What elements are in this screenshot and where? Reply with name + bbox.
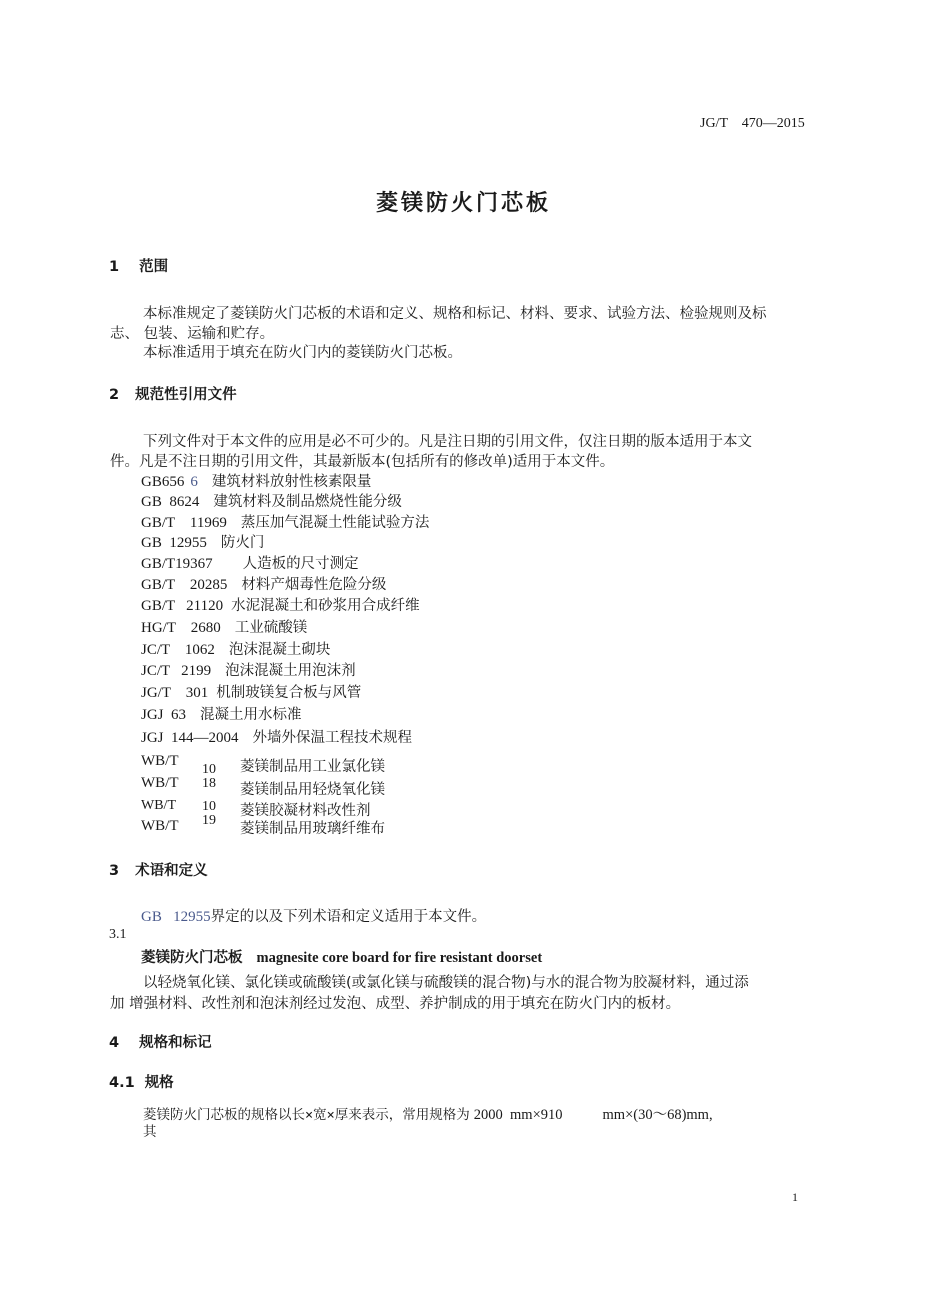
normative-intro-line-2: 件。凡是不注日期的引用文件，其最新版本(包括所有的修改单)适用于本文件。: [110, 454, 615, 470]
standard-number: JG/T 470—2015: [700, 116, 805, 131]
reference-item: [141, 726, 412, 747]
reference-item: [141, 511, 429, 532]
terms-intro-code: GB 12955: [141, 909, 211, 925]
reference-number: 10: [202, 799, 216, 814]
reference-name: 防火门: [220, 535, 265, 551]
reference-code: GB 8624: [141, 494, 200, 510]
reference-name: 建筑材料放射性核素限量: [211, 474, 372, 490]
reference-code: HG/T 2680: [141, 620, 221, 636]
reference-item: [141, 681, 361, 702]
reference-name: 菱镁制品用轻烧氧化镁: [240, 782, 385, 798]
reference-name: 菱镁胶凝材料改性剂: [240, 803, 371, 819]
section-title: 规范性引用文件: [135, 387, 237, 403]
normative-intro-line-1: 下列文件对于本文件的应用是必不可少的。凡是注日期的引用文件，仅注日期的版本适用于本文: [143, 434, 752, 450]
section-4-heading: [109, 1031, 212, 1052]
reference-code: WB/T: [141, 775, 179, 791]
reference-item: [141, 552, 359, 573]
reference-name: 水泥混凝土和砂浆用合成纤维: [231, 598, 420, 614]
section-number: 2: [109, 387, 120, 403]
section-number: 4.1: [109, 1075, 135, 1091]
section-4-1-heading: [109, 1071, 174, 1092]
spec-size-a: 2000 mm×910: [473, 1107, 563, 1123]
reference-code: WB/T: [141, 753, 179, 769]
scope-paragraph-1-line-2: 志、 包装、运输和贮存。: [110, 326, 275, 342]
section-2-heading: [109, 383, 237, 404]
reference-name: 蒸压加气混凝土性能试验方法: [240, 515, 430, 531]
reference-code: GB/T 21120: [141, 598, 224, 614]
term-english: magnesite core board for fire resistant doorset: [256, 950, 543, 966]
spec-text: 菱镁防火门芯板的规格以长×宽×厚来表示，常用规格为: [143, 1107, 470, 1123]
reference-number: 19: [202, 813, 216, 828]
reference-code: WB/T: [141, 798, 176, 813]
reference-item: [141, 573, 386, 594]
section-1-heading: [109, 255, 168, 276]
reference-name: 菱镁制品用工业氯化镁: [240, 759, 385, 775]
reference-code: GB/T 20285: [141, 577, 228, 593]
spec-size-b: mm×(30～68)mm,: [602, 1107, 713, 1123]
terms-intro: [141, 905, 486, 926]
reference-name: 工业硫酸镁: [234, 620, 308, 636]
reference-item: [141, 594, 420, 615]
reference-code: JGJ 144—2004: [141, 730, 239, 746]
reference-code: GB/T 11969: [141, 515, 227, 531]
reference-code: GB656: [141, 474, 185, 490]
reference-name: 机制玻镁复合板与风管: [216, 685, 362, 701]
reference-item: [141, 638, 330, 659]
reference-name: 菱镁制品用玻璃纤维布: [240, 821, 385, 837]
spec-line-1: [143, 1103, 713, 1124]
reference-item: [141, 470, 371, 491]
reference-number: 18: [202, 776, 216, 791]
reference-number: 10: [202, 762, 216, 777]
reference-code: JC/T 2199: [141, 663, 212, 679]
page-title: 菱镁防火门芯板: [375, 191, 551, 216]
terms-intro-text: 界定的以及下列术语和定义适用于本文件。: [210, 909, 487, 925]
reference-item: [141, 616, 307, 637]
reference-item: [141, 753, 179, 770]
term-number: 3.1: [109, 927, 127, 942]
spec-line-2: 其: [143, 1124, 157, 1140]
term-heading: [141, 946, 542, 967]
reference-item: [141, 490, 402, 511]
reference-item: [141, 531, 264, 552]
reference-code: WB/T: [141, 818, 179, 834]
reference-item: [141, 818, 179, 835]
reference-name: 外墙外保温工程技术规程: [252, 730, 413, 746]
reference-code-suffix: 6: [190, 474, 198, 490]
section-number: 4: [109, 1035, 120, 1051]
reference-name: 建筑材料及制品燃烧性能分级: [213, 494, 402, 510]
reference-code: GB/T19367: [141, 556, 213, 572]
term-definition-line-1: 以轻烧氧化镁、氯化镁或硫酸镁(或氯化镁与硫酸镁的混合物)与水的混合物为胶凝材料，通过添: [143, 975, 749, 991]
reference-name: 人造板的尺寸测定: [242, 556, 359, 572]
scope-paragraph-1-line-1: 本标准规定了菱镁防火门芯板的术语和定义、规格和标记、材料、要求、试验方法、检验规则及标: [143, 306, 767, 322]
reference-item: [141, 797, 176, 814]
section-title: 术语和定义: [135, 863, 208, 879]
term-definition-line-2: 加 增强材料、改性剂和泡沫剂经过发泡、成型、养护制成的用于填充在防火门内的板材。: [110, 996, 681, 1012]
section-title: 规格: [144, 1075, 174, 1091]
section-title: 规格和标记: [139, 1035, 212, 1051]
reference-name: 混凝土用水标准: [200, 707, 302, 723]
section-number: 3: [109, 863, 120, 879]
reference-item: [141, 703, 302, 724]
reference-item: [141, 775, 179, 792]
scope-paragraph-2: 本标准适用于填充在防火门内的菱镁防火门芯板。: [143, 345, 462, 361]
section-number: 1: [109, 259, 120, 275]
term-chinese: 菱镁防火门芯板: [141, 950, 243, 966]
reference-name: 材料产烟毒性危险分级: [241, 577, 387, 593]
reference-code: JC/T 1062: [141, 642, 215, 658]
section-3-heading: [109, 859, 208, 880]
reference-name: 泡沫混凝土砌块: [228, 642, 331, 658]
reference-item: [141, 659, 356, 680]
section-title: 范围: [139, 259, 169, 275]
page-number: 1: [792, 1190, 798, 1204]
reference-code: GB 12955: [141, 535, 207, 551]
reference-code: JGJ 63: [141, 707, 187, 723]
reference-name: 泡沫混凝土用泡沫剂: [225, 663, 356, 679]
reference-code: JG/T 301: [141, 685, 209, 701]
